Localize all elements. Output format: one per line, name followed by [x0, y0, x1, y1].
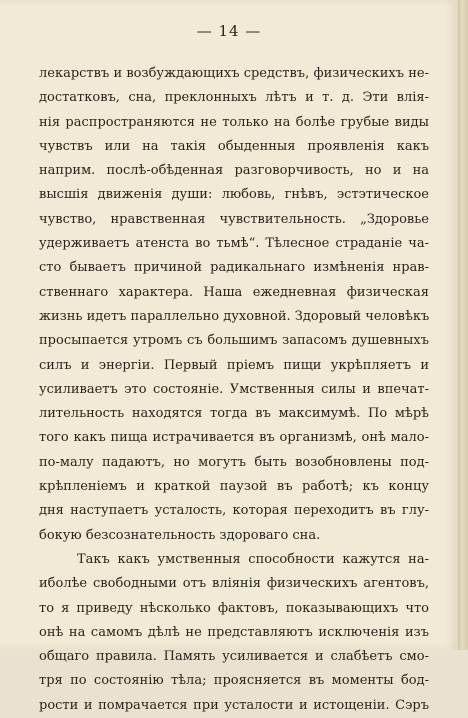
- text-line: чувствъ или на такія обыденныя проявленія какъ: [39, 138, 429, 154]
- text-line: то я приведу нѣсколько фактовъ, показывающихъ что: [39, 600, 429, 616]
- text-line: Такъ какъ умственныя способности кажутся на-: [77, 551, 429, 567]
- text-line: лекарствъ и возбуждающихъ средствъ, физическихъ не-: [39, 66, 429, 81]
- text-line: рости и помрачается при усталости и истощеніи. Сэръ: [39, 697, 429, 713]
- text-line: нія распространяются не только на болѣе грубые виды: [39, 114, 429, 130]
- text-line: силъ и энергіи. Первый пріемъ пищи укрѣпляетъ и: [39, 357, 429, 373]
- text-line: тря по состоянію тѣла; проясняется въ моменты бод-: [39, 673, 429, 689]
- text-line: высшія движенія души: любовь, гнѣвъ, эстэтическое: [39, 187, 429, 203]
- text-line: общаго правила. Память усиливается и слабѣетъ смо-: [39, 649, 429, 665]
- body-text: [39, 62, 429, 718]
- text-line: того какъ пища истрачивается въ организмѣ, онѣ мало-: [39, 430, 429, 446]
- text-line: по-малу падаютъ, но могутъ быть возобновлены под-: [39, 454, 429, 470]
- text-line: ственнаго характера. Наша ежедневная физическая: [39, 284, 429, 300]
- text-line: жизнь идетъ параллельно духовной. Здоровый человѣкъ: [39, 308, 429, 324]
- text-line: просыпается утромъ съ большимъ запасомъ душевныхъ: [39, 333, 429, 349]
- page-number: — 14 —: [196, 22, 262, 40]
- page-edge: [458, 0, 468, 650]
- text-line: усиливаетъ это состояніе. Умственныя силы и впечат-: [39, 381, 429, 397]
- text-line: дня наступаетъ усталость, которая переходитъ въ глу-: [39, 503, 429, 519]
- text-line: удерживаетъ атенста во тьмѣ“. Тѣлесное страданіе ча-: [39, 236, 429, 252]
- text-line: достатковъ, сна, преклонныхъ лѣтъ и т. д. Эти влія-: [39, 90, 429, 106]
- text-line: онѣ на самомъ дѣлѣ не представляютъ исключенія изъ: [39, 624, 429, 640]
- text-line: лительность находятся тогда въ максимумѣ. По мѣрѣ: [39, 406, 429, 422]
- text-line: бокую безсознательность здороваго сна.: [39, 527, 321, 543]
- text-line: чувство, нравственная чувствительность. „Здоровье: [39, 211, 429, 227]
- text-line: сто бываетъ причиной радикальнаго измѣненія нрав-: [39, 260, 429, 276]
- text-line: иболѣе свободными отъ вліянія физическихъ агентовъ,: [39, 576, 429, 592]
- text-line: наприм. послѣ-обѣденная разговорчивость, но и на: [39, 163, 429, 179]
- text-line: крѣпленіемъ и краткой паузой въ работѣ; къ концу: [39, 479, 429, 495]
